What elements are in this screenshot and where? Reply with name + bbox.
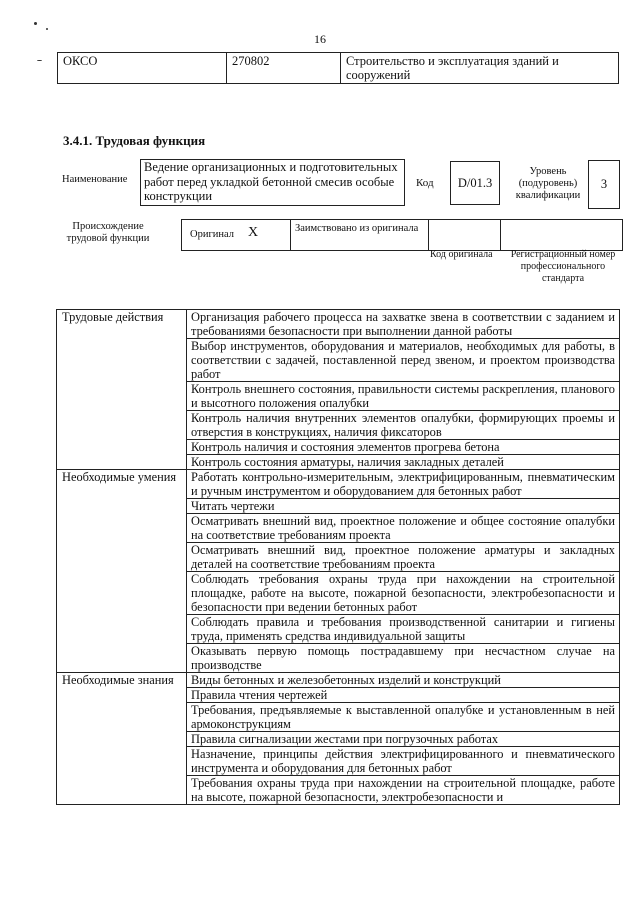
table-row bbox=[57, 673, 620, 688]
function-name-box: Ведение организационных и подготовительных работ перед укладкой бетонной смесив особые конструкции bbox=[140, 159, 405, 206]
level-label: Уровень (подуровень) квалификации bbox=[515, 166, 581, 201]
table-cell: Правила сигнализации жестами при погрузочных работах bbox=[187, 732, 620, 747]
table-cell: Выбор инструментов, оборудования и материалов, необходимых для работы, в соответствии с задачей, поставленной перед звеном, и проектом производства работ bbox=[187, 339, 620, 382]
table-cell: Осматривать внешний вид, проектное положение и общее состояние опалубки на соответствие требованиям проекта bbox=[187, 514, 620, 543]
table-row bbox=[57, 470, 620, 499]
function-code-box: D/01.3 bbox=[450, 161, 500, 205]
scan-speck bbox=[37, 60, 42, 61]
table-cell: Соблюдать требования охраны труда при нахождении на строительной площадке, работе на высоте, пожарной безопасности, электробезопасности и безопасности при ведении бетонных работ bbox=[187, 572, 620, 615]
table-cell: Правила чтения чертежей bbox=[187, 688, 620, 703]
table-cell: Контроль наличия и состояния элементов прогрева бетона bbox=[187, 440, 620, 455]
table-cell: Требования, предъявляемые к выставленной опалубке и установленным в ней армоконструкциям bbox=[187, 703, 620, 732]
scan-speck bbox=[46, 28, 48, 30]
name-label: Наименование bbox=[62, 174, 128, 185]
okso-label: ОКСО bbox=[58, 53, 227, 84]
okso-table bbox=[57, 52, 619, 84]
section-heading: Трудовые действия bbox=[57, 310, 187, 470]
code-label: Код bbox=[416, 177, 434, 189]
table-cell: Виды бетонных и железобетонных изделий и конструкций bbox=[187, 673, 620, 688]
section-heading: Необходимые умения bbox=[57, 470, 187, 673]
origin-box bbox=[181, 219, 623, 251]
table-row bbox=[57, 310, 620, 339]
section-heading: Необходимые знания bbox=[57, 673, 187, 805]
scan-speck bbox=[34, 22, 37, 25]
original-mark: X bbox=[248, 225, 259, 240]
code-original-label: Код оригинала bbox=[430, 249, 493, 260]
okso-code: 270802 bbox=[227, 53, 341, 84]
table-cell: Назначение, принципы действия электрифицированного и пневматического инструмента и оборудования для бетонных работ bbox=[187, 747, 620, 776]
table-cell: Читать чертежи bbox=[187, 499, 620, 514]
table-cell: Оказывать первую помощь пострадавшему при несчастном случае на производстве bbox=[187, 644, 620, 673]
table-cell: Контроль внешнего состояния, правильности системы раскрепления, планового и высотного положения опалубки bbox=[187, 382, 620, 411]
table-cell: Требования охраны труда при нахождении на строительной площадке, работе на высоте, пожарной безопасности, электробезопасности и bbox=[187, 776, 620, 805]
table-cell: Контроль наличия внутренних элементов опалубки, формирующих проемы и отверстия в конструкциях, наличия фиксаторов bbox=[187, 411, 620, 440]
function-details-table bbox=[56, 309, 620, 805]
borrowed-label: Заимствовано из оригинала bbox=[295, 223, 419, 234]
origin-label: Происхождение трудовой функции bbox=[66, 221, 150, 244]
section-title: 3.4.1. Трудовая функция bbox=[63, 133, 206, 148]
table-cell: Осматривать внешний вид, проектное положение арматуры и закладных деталей на соответствие требованиям проекта bbox=[187, 543, 620, 572]
page-number: 16 bbox=[314, 32, 326, 46]
table-cell: Работать контрольно-измерительным, электрифицированным, пневматическим и ручным инструментом и оборудованием для бетонных работ bbox=[187, 470, 620, 499]
original-label: Оригинал bbox=[190, 229, 234, 240]
table-cell: Контроль состояния арматуры, наличия закладных деталей bbox=[187, 455, 620, 470]
table-cell: Организация рабочего процесса на захватке звена в соответствии с заданием и требованиями безопасности при выполнении данной работы bbox=[187, 310, 620, 339]
table-cell: Соблюдать правила и требования производственной санитарии и гигиены труда, применять средства индивидуальной защиты bbox=[187, 615, 620, 644]
okso-name: Строительство и эксплуатация зданий и сооружений bbox=[341, 53, 619, 84]
level-box: 3 bbox=[588, 160, 620, 209]
reg-number-label: Регистрационный номер профессионального стандарта bbox=[510, 249, 616, 284]
